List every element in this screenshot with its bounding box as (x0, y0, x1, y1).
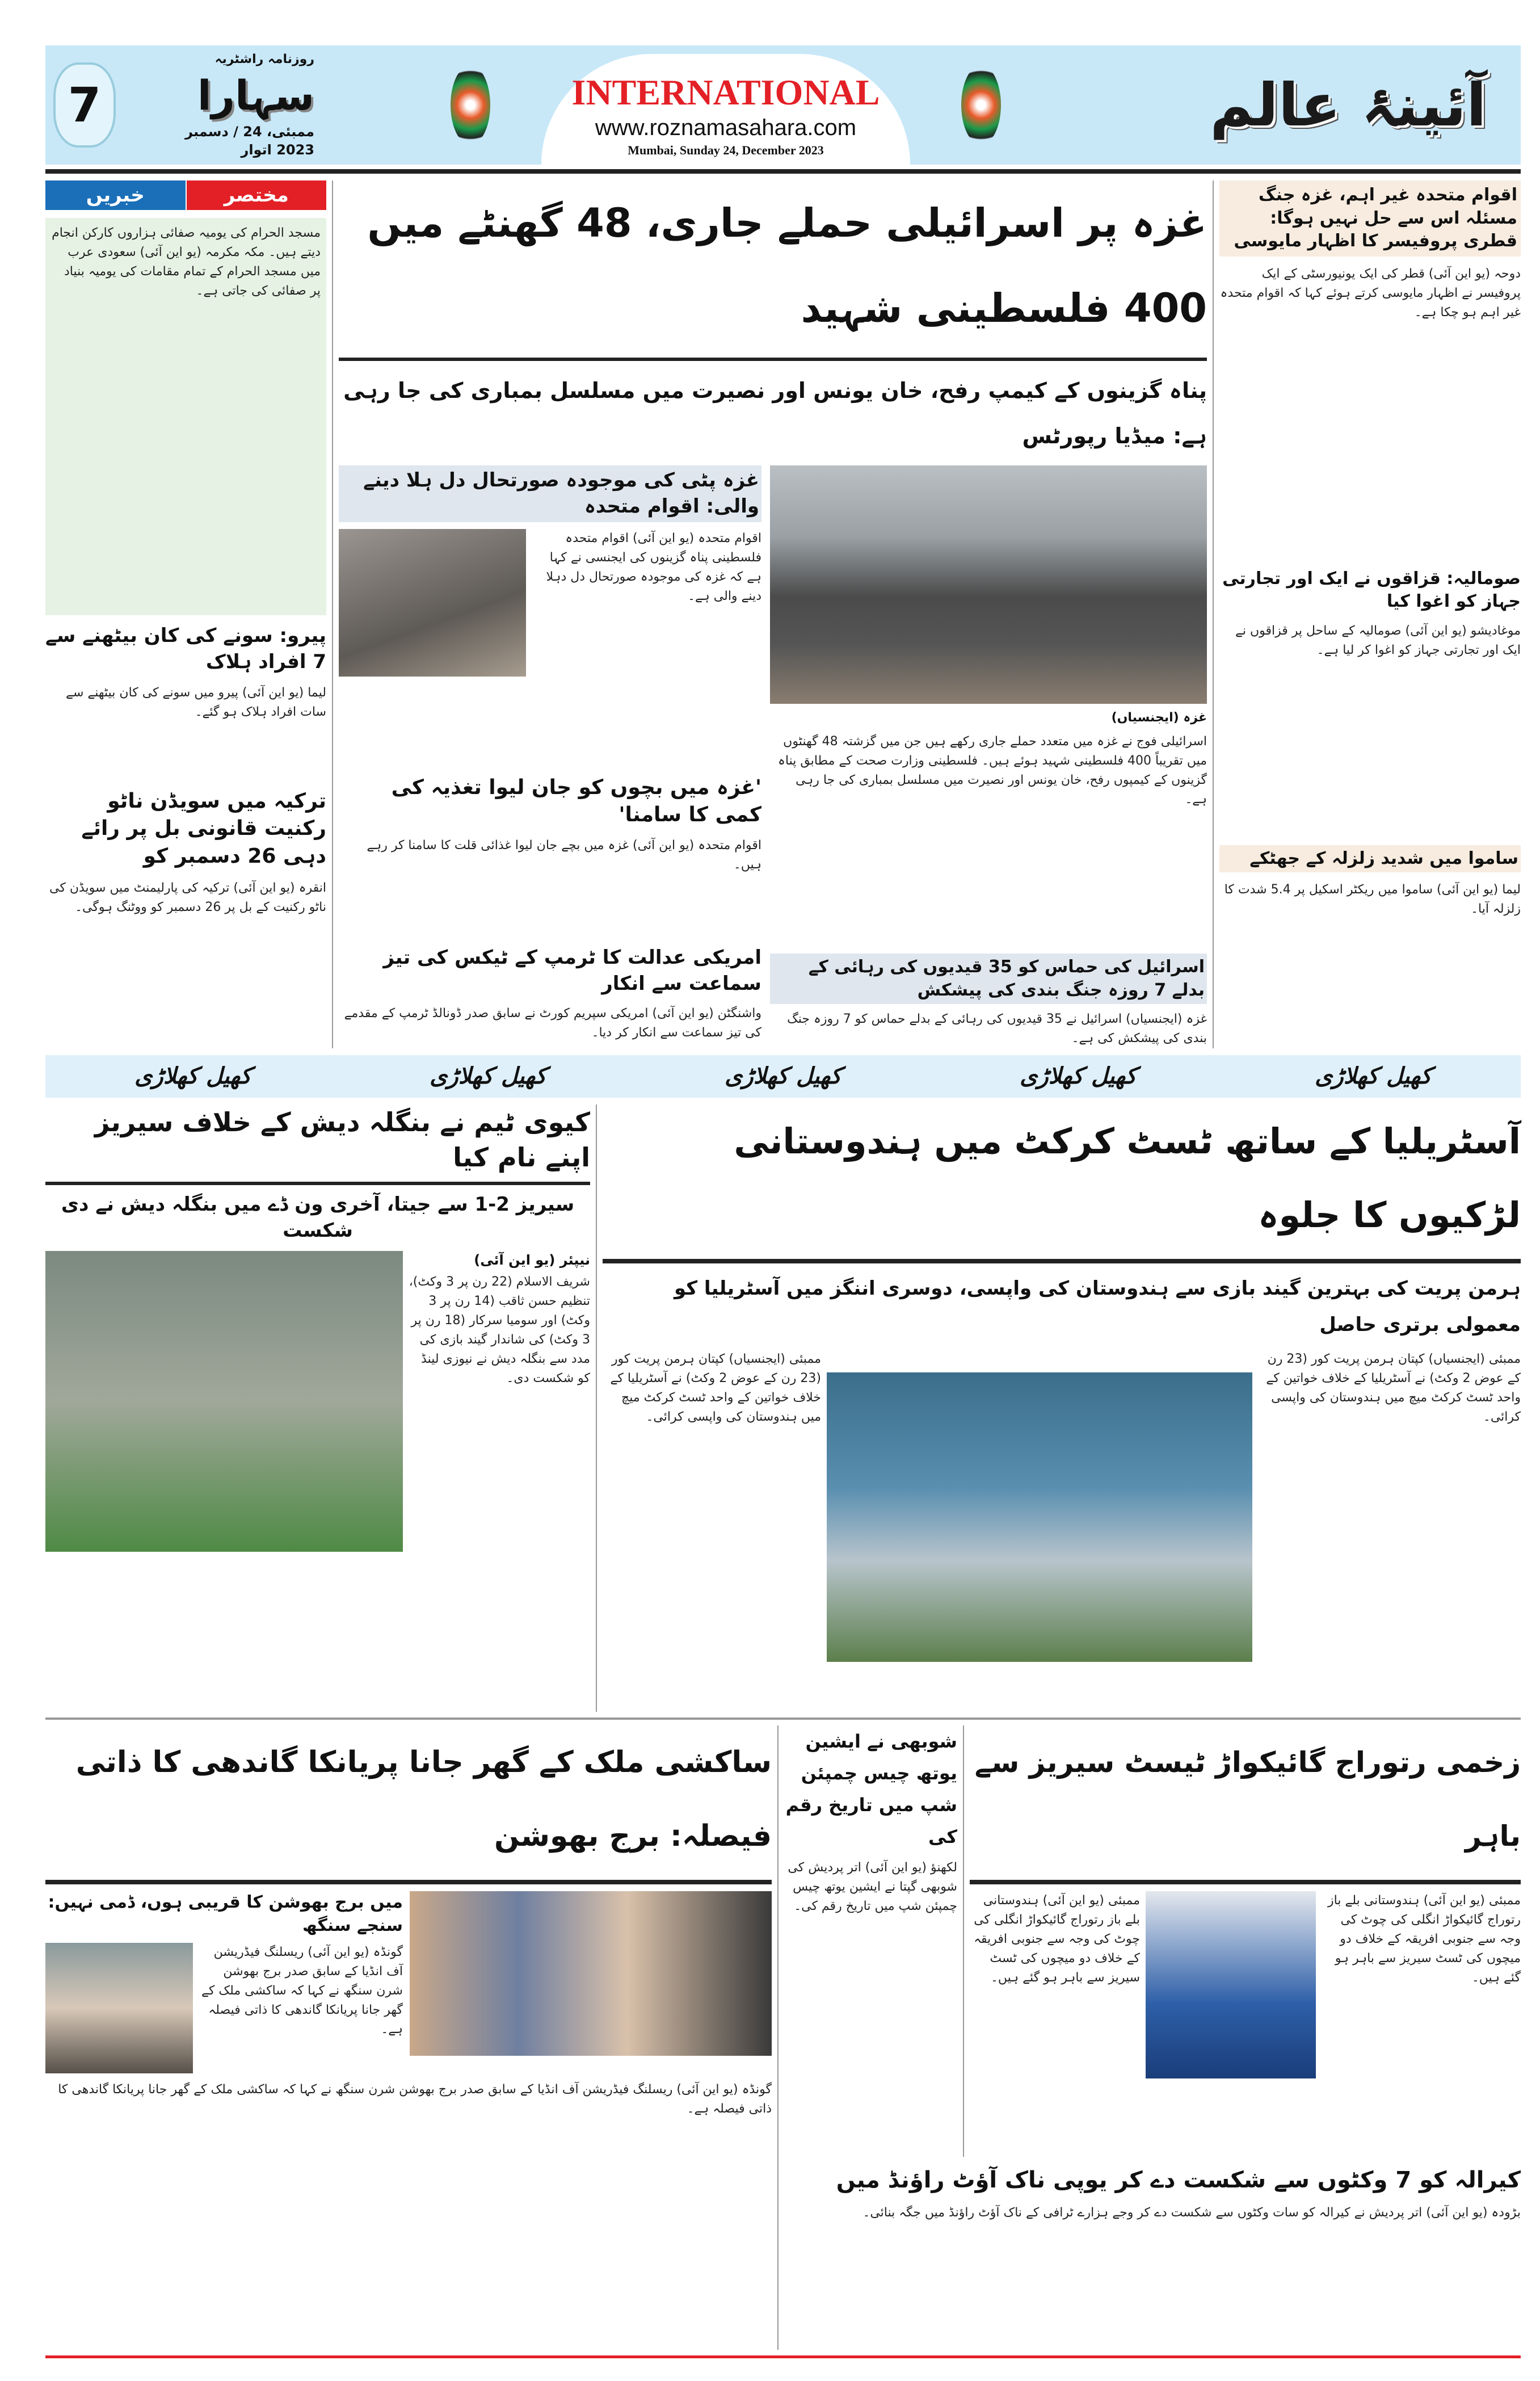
column-divider (777, 1725, 779, 2350)
right-column (1219, 180, 1521, 1048)
wrestlers-photo (410, 1891, 772, 2056)
right-story-3-body: لیما (یو این آئی) ساموا میں ریکٹر اسکیل پر 5.4 شدت کا زلزلہ آیا۔ (1224, 883, 1521, 916)
us-court-headline: امریکی عدالت کا ٹرمپ کے ٹیکس کی تیز سماعت سے انکار (383, 946, 761, 995)
gaza-smoke-photo (770, 465, 1207, 704)
sakshi-body: گونڈہ (یو این آئی) ریسلنگ فیڈریشن آف انڈیا کے سابق صدر برج بھوشن شرن سنگھ نے کہا کہ ساکشی ملک کے گھر جانا پریانکا گاندھی کا ذاتی فیصلہ ہے۔ (201, 1945, 403, 2036)
sun-emblem-icon (961, 65, 1001, 145)
sports-banner-label: کھیل کھلاڑی (1020, 1063, 1137, 1089)
sports-section (45, 1105, 1521, 1712)
kerala-headline: کیرالہ کو 7 وکٹوں سے شکست دے کر یوپی ناک آؤٹ راؤنڈ میں (836, 2167, 1521, 2193)
shubhi-body: لکھنؤ (یو این آئی) اتر پردیش کی شوبھی گپتا نے ایشین یوتھ چیس چمپئن شپ میں تاریخ رقم کی۔ (788, 1861, 957, 1913)
ruturaj-headline: زخمی رتوراج گائیکواڑ ٹیسٹ سیریز سے باہر (974, 1746, 1521, 1853)
column-divider (596, 1105, 597, 1712)
column-divider (332, 180, 333, 1048)
shubhi-story (784, 1725, 957, 2157)
website-link[interactable]: www.roznamasahara.com (595, 115, 857, 140)
sakshi-subheadline: میں برج بھوشن کا قریبی ہوں، ڈمی نہیں: سنجے سنگھ (48, 1892, 403, 1935)
india-cricket-body: ممبئی (ایجنسیاں) کپتان ہرمن پریت کور (23 رن کے عوض 2 وکٹ) نے آسٹریلیا کے خلاف خواتین کے واحد ٹسٹ کرکٹ میچ میں ہندوستان کی واپسی کرائی۔ (1266, 1352, 1521, 1424)
right-story-1-headline: اقوام متحدہ غیر اہم، غزہ جنگ مسئلہ اس سے حل نہیں ہوگا: قطری پروفیسر کا اظہار مایوسی (1219, 180, 1521, 257)
photo-caption: غزہ (ایجنسیاں) (1111, 711, 1207, 725)
nz-story (45, 1105, 590, 1712)
ruturaj-body: ممبئی (یو این آئی) ہندوستانی بلے باز رتوراج گائیکواڑ انگلی کی چوٹ کی وجہ سے جنوبی افریقہ کے خلاف دو میچوں کی ٹسٹ سیریز سے باہر ہو گئے ہیں۔ (1328, 1893, 1521, 1985)
sports-banner-label: کھیل کھلاڑی (725, 1063, 841, 1089)
nz-bangladesh-body: شریف الاسلام (22 رن پر 3 وکٹ)، تنظیم حسن ثاقب (14 رن پر 3 وکٹ) اور سومیا سرکار (18 رن پر 3 وکٹ) کی شاندار گیند بازی کی مدد سے بنگلہ دیش نے نیوزی لینڈ کو شکست دی۔ (409, 1274, 590, 1385)
sakshi-story (45, 1725, 772, 2350)
nz-dateline: نیپئر (یو این آئی) (474, 1252, 590, 1268)
india-story (603, 1105, 1521, 1712)
masthead (45, 45, 1521, 165)
sports-banner-label: کھیل کھلاڑی (134, 1063, 251, 1089)
children-body: اقوام متحدہ (یو این آئی) غزہ میں بچے جان لیوا غذائی قلت کا سامنا کر رہے ہیں۔ (367, 838, 761, 872)
gaza-ruins-photo (339, 529, 526, 677)
us-court-body: واشنگٹن (یو این آئی) امریکی سپریم کورٹ نے سابق صدر ڈونالڈ ٹرمپ کے مقدمے کی تیز سماعت سے انکار کر دیا۔ (344, 1006, 761, 1040)
india-women-cricketers-photo (827, 1372, 1252, 1662)
prisoners-headline: اسرائیل کی حماس کو 35 قیدیوں کی رہائی کے بدلے 7 روزہ جنگ بندی کی پیشکش (770, 954, 1207, 1004)
left-story-3-headline: ترکیہ میں سویڈن ناٹو رکنیت قانونی بل پر رائے دہی 26 دسمبر کو (81, 789, 326, 868)
shubhi-headline: شوبھی نے ایشین یوتھ چیس چمپئن شپ میں تاریخ رقم کی (785, 1731, 957, 1847)
right-story-2-headline: صومالیہ: قزاقوں نے ایک اور تجارتی جہاز کو اغوا کیا (1222, 568, 1521, 611)
section-title-urdu: آئینۂ عالم (1210, 70, 1487, 140)
sports-banner-label: کھیل کھلاڑی (430, 1063, 546, 1089)
un-column (339, 465, 761, 1048)
sakshi-body: گونڈہ (یو این آئی) ریسلنگ فیڈریشن آف انڈیا کے سابق صدر برج بھوشن شرن سنگھ نے کہا کہ ساکشی ملک کے گھر جانا پریانکا گاندھی کا ذاتی فیصلہ ہے۔ (58, 2082, 772, 2116)
main-story-column (770, 465, 1207, 1048)
tag-news: خبریں (45, 180, 186, 210)
column-divider (1213, 180, 1214, 1048)
nz-bangladesh-subheadline: سیریز 2-1 سے جیتا، آخری ون ڈے میں بنگلہ دیش نے دی شکست (61, 1193, 575, 1242)
logo-tagline: روزنامہ راشٹریہ (214, 52, 314, 66)
sun-emblem-icon (451, 65, 490, 145)
sakshi-headline: ساکشی ملک کے گھر جانا پریانکا گاندھی کا ذاتی فیصلہ: برج بھوشن (75, 1745, 772, 1853)
left-story-3-body: انقرہ (یو این آئی) ترکیہ کی پارلیمنٹ میں سویڈن کی ناٹو رکنیت کے بل پر 26 دسمبر کو ووٹنگ ہوگی۔ (49, 880, 326, 914)
brij-bhushan-photo (45, 1943, 193, 2073)
left-story-1: مسجد الحرام کی یومیہ صفائی ہزاروں کارکن انجام دیتے ہیں۔ مکہ مکرمہ (یو این آئی) سعودی عرب میں مسجد الحرام کے تمام مقامات کی یومیہ بنیاد پر صفائی کی جاتی ہے۔ (45, 218, 326, 615)
dateline: Mumbai, Sunday 24, December 2023 (628, 143, 824, 157)
page-number: 7 (53, 62, 116, 148)
main-headline: غزہ پر اسرائیلی حملے جاری، 48 گھنٹے میں 400 فلسطینی شہید (367, 200, 1207, 331)
un-headline: غزہ پٹی کی موجودہ صورتحال دل ہلا دینے والی: اقوام متحدہ (339, 465, 761, 522)
headline-divider (45, 1182, 590, 1185)
india-cricket-headline: آسٹریلیا کے ساتھ ٹسٹ کرکٹ میں ہندوستانی لڑکیوں کا جلوہ (734, 1120, 1521, 1236)
prisoners-body: غزہ (ایجنسیاں) اسرائیل نے 35 قیدیوں کی رہائی کے بدلے حماس کو 7 روزہ جنگ بندی کی پیشکش کی ہے۔ (787, 1012, 1207, 1045)
page-bottom-rule (45, 2355, 1521, 2358)
masthead-divider (45, 169, 1521, 174)
tag-brief: مختصر (187, 180, 327, 210)
right-story-2-body: موغادیشو (یو این آئی) صومالیہ کے ساحل پر قزاقوں نے ایک اور تجارتی جہاز کو اغوا کر لیا ہے۔ (1235, 623, 1521, 657)
top-section (45, 180, 1521, 1048)
ruturaj-photo (1146, 1891, 1316, 2078)
nz-bangladesh-headline: کیوی ٹیم نے بنگلہ دیش کے خلاف سیریز اپنے نام کیا (94, 1107, 590, 1173)
un-story-body: اقوام متحدہ (یو این آئی) اقوام متحدہ فلسطینی پناہ گزینوں کی ایجنسی نے کہا ہے کہ غزہ کی موجودہ صورتحال دل دہلا دینے والی ہے۔ (546, 531, 761, 603)
india-cricket-body: ممبئی (ایجنسیاں) کپتان ہرمن پریت کور (23 رن کے عوض 2 وکٹ) نے آسٹریلیا کے خلاف خواتین کے واحد ٹسٹ کرکٹ میچ میں ہندوستان کی واپسی کرائی۔ (610, 1352, 821, 1424)
kerala-body: بڑودہ (یو این آئی) اتر پردیش نے کیرالہ کو سات وکٹوں سے شکست دے کر وجے ہزارے ٹرافی کے ناک آؤٹ راؤنڈ میں جگہ بنائی۔ (862, 2206, 1521, 2220)
headline-divider (45, 1880, 772, 1884)
right-story-1-body: دوحہ (یو این آئی) قطر کی ایک یونیورسٹی کے ایک پروفیسر نے اظہار مایوسی کرتے ہوئے کہا کہ اقوام متحدہ غیر اہم ہو چکا ہے۔ (1220, 266, 1521, 320)
logo-name: سہارا (197, 72, 314, 119)
section-title-english: INTERNATIONAL (571, 72, 880, 112)
sub-headline: پناہ گزینوں کے کیمپ رفح، خان یونس اور نصیرت میں مسلسل بمباری کی جا رہی ہے: میڈیا رپورٹس (343, 378, 1207, 448)
sports-banner (45, 1055, 1521, 1098)
center-column (339, 180, 1207, 1048)
headline-divider (339, 358, 1207, 361)
ruturaj-body: ممبئی (یو این آئی) ہندوستانی بلے باز رتوراج گائیکواڑ انگلی کی چوٹ کی وجہ سے جنوبی افریقہ کے خلاف دو میچوں کی ٹسٹ سیریز سے باہر ہو گئے ہیں۔ (974, 1893, 1140, 1985)
logo (144, 51, 314, 159)
section-divider (45, 1717, 1521, 1720)
main-story-body: اسرائیلی فوج نے غزہ میں متعدد حملے جاری رکھے ہیں جن میں گزشتہ 48 گھنٹوں میں تقریباً 400 فلسطینی شہید ہوئے ہیں۔ فلسطینی وزارت صحت کے مطابق پناہ گزینوں کے کیمپوں رفح، خان یونس اور نصیرت میں مسلسل بمباری کی جا رہی ہے۔ (778, 734, 1207, 807)
column-divider (963, 1725, 964, 2157)
children-headline: 'غزہ میں بچوں کو جان لیوا تغذیہ کی کمی کا سامنا' (391, 775, 761, 827)
india-cricket-subheadline: ہرمن پریت کی بہترین گیند بازی سے ہندوستان کی واپسی، دوسری اننگز میں آسٹریلیا کو معمولی برتری حاصل (674, 1277, 1521, 1336)
left-story-2-body: لیما (یو این آئی) پیرو میں سونے کی کان بیٹھنے سے سات افراد ہلاک ہو گئے۔ (66, 685, 326, 719)
masthead-dome (541, 54, 910, 165)
headline-divider (970, 1880, 1521, 1884)
bottom-section (45, 1725, 1521, 2350)
left-column (45, 180, 326, 1048)
left-story-2-headline: پیرو: سونے کی کان بیٹھنے سے 7 افراد ہلاک (45, 624, 326, 673)
logo-date: ممبئی، 24 / دسمبر 2023 اتوار (185, 124, 314, 158)
headline-divider (603, 1259, 1521, 1263)
sports-banner-label: کھیل کھلاڑی (1315, 1063, 1432, 1089)
nz-bangladesh-photo (45, 1251, 403, 1552)
right-story-3-headline: ساموا میں شدید زلزلہ کے جھٹکے (1219, 845, 1521, 873)
ruturaj-story (970, 1725, 1521, 2157)
